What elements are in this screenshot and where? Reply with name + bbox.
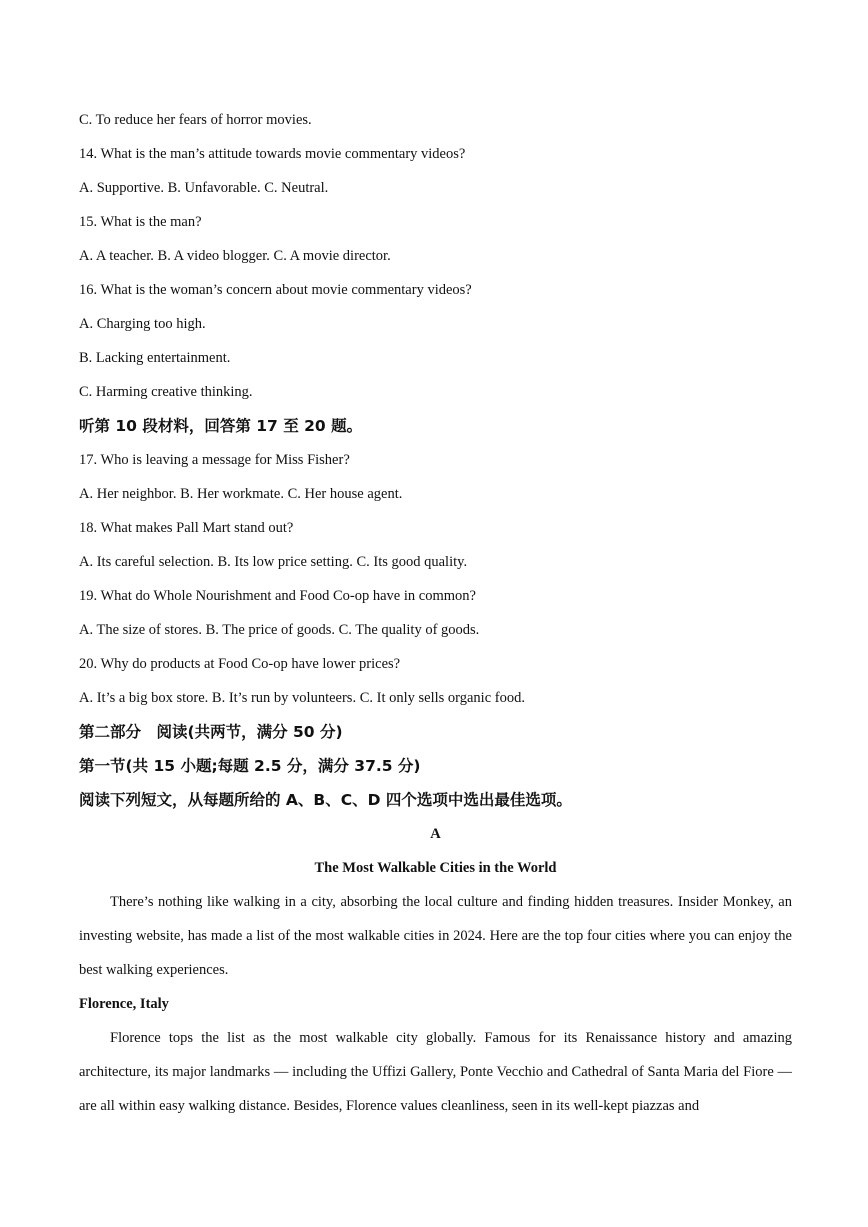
q16-option-c: C. Harming creative thinking.	[79, 384, 253, 400]
q17-question: 17. Who is leaving a message for Miss Fisher?	[79, 452, 350, 468]
q15-options: A. A teacher. B. A video blogger. C. A movie director.	[79, 248, 391, 264]
q14-question: 14. What is the man’s attitude towards movie commentary videos?	[79, 146, 466, 162]
section10-instruction: 听第 10 段材料，回答第 17 至 20 题。	[79, 417, 363, 435]
reading-section-heading: 第一节(共 15 小题;每题 2.5 分，满分 37.5 分)	[79, 757, 421, 775]
passage-title: The Most Walkable Cities in the World	[314, 860, 557, 876]
intro-paragraph-wrap	[79, 892, 792, 994]
city1-paragraph-wrap	[79, 1028, 792, 1130]
reading-part-heading: 第二部分 阅读(共两节，满分 50 分)	[79, 723, 343, 741]
exam-content	[79, 110, 792, 1130]
q18-options: A. Its careful selection. B. Its low price setting. C. Its good quality.	[79, 554, 468, 570]
q20-options: A. It’s a big box store. B. It’s run by volunteers. C. It only sells organic food.	[79, 690, 525, 706]
q20-question: 20. Why do products at Food Co-op have lower prices?	[79, 656, 401, 672]
q19-question: 19. What do Whole Nourishment and Food Co-op have in common?	[79, 588, 476, 604]
q17-options: A. Her neighbor. B. Her workmate. C. Her house agent.	[79, 486, 403, 502]
city1-heading: Florence, Italy	[79, 996, 169, 1012]
passage-label: A	[430, 826, 441, 842]
reading-instruction: 阅读下列短文，从每题所给的 A、B、C、D 四个选项中选出最佳选项。	[79, 791, 572, 809]
q13-option-c: C. To reduce her fears of horror movies.	[79, 112, 312, 128]
intro-paragraph: There’s nothing like walking in a city, absorbing the local culture and finding hidden treasures. Insider Monkey, an investing website, has made a list of the most walkable cities in 2024. Here are the top four cities where you can enjoy the best walking experiences.	[79, 894, 792, 978]
city1-paragraph: Florence tops the list as the most walkable city globally. Famous for its Renaissance history and amazing architecture, its major landmarks — including the Uffizi Gallery, Ponte Vecchio and Cathedral of Santa Maria del Fiore — are all within easy walking distance. Besides, Florence values cleanliness, seen in its well-kept piazzas and	[79, 1030, 792, 1114]
q14-options: A. Supportive. B. Unfavorable. C. Neutral.	[79, 180, 329, 196]
q16-question: 16. What is the woman’s concern about movie commentary videos?	[79, 282, 472, 298]
q16-option-b: B. Lacking entertainment.	[79, 350, 231, 366]
q19-options: A. The size of stores. B. The price of goods. C. The quality of goods.	[79, 622, 480, 638]
q16-option-a: A. Charging too high.	[79, 316, 206, 332]
q18-question: 18. What makes Pall Mart stand out?	[79, 520, 294, 536]
q15-question: 15. What is the man?	[79, 214, 202, 230]
